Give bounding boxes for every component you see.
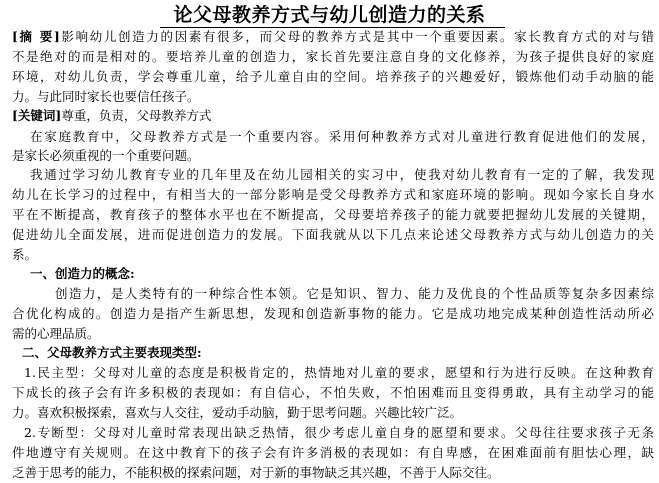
keywords-label: [关键词] <box>12 108 62 123</box>
keywords-text: 尊重，负责，父母教养方式 <box>61 108 212 123</box>
abstract-line-1 <box>12 27 654 47</box>
paragraph-line: 在家庭教育中，父母教养方式是一个重要内容。采用何种教养方式对儿童进行教育促进他们的发展， <box>30 129 654 144</box>
section1-line: 创造力，是人类特有的一种综合性本领。它是知识、智力、能力及优良的个性品质等复杂多因素综 <box>55 286 654 301</box>
paragraph-line: 系。 <box>12 247 38 262</box>
section-heading-1: 一、创造力的概念: <box>30 266 135 281</box>
section2-line: 下成长的孩子会有许多积极的表现如：有自信心，不怕失败，不怕困难而且变得勇敢，具有主动学习的能 <box>12 385 654 400</box>
paragraph-line: 是家长必须重视的一个重要问题。 <box>12 148 200 163</box>
abstract-line-4: 力。与此同时家长也要信任孩子。 <box>12 89 200 104</box>
paragraph-line: 平在不断提高，教育孩子的整体水平也在不断提高，父母要培养孩子的能力就要把握幼儿发展的关键期， <box>12 207 654 222</box>
section2-line: 乏善于思考的能力，不能积极的探索问题，对于新的事物缺乏其兴趣，不善于人际交往。 <box>12 465 500 480</box>
section2-line: 力。喜欢积极探索，喜欢与人交往，爱动手动脑，勤于思考问题。兴趣比较广泛。 <box>12 405 463 420</box>
abstract-label: [摘 要] <box>12 29 60 44</box>
abstract-text: 影响幼儿创造力的因素有很多，而父母的教养方式是其中一个重要因素。家长教育方式的对与错 <box>59 29 654 44</box>
section-heading-2: 二、父母教养方式主要表现类型: <box>22 345 202 360</box>
paragraph-line: 我通过学习幼儿教育专业的几年里及在幼儿园相关的实习中，使我对幼儿教育有一定的了解，我发现 <box>30 167 654 182</box>
section1-line: 合优化构成的。创造力是指产生新思想，发现和创造新事物的能力。它是成功地完成某种创造性活动所必 <box>12 306 654 321</box>
abstract-line-2: 不是绝对的而是相对的。要培养儿童的创造力，家长首先要注意自身的文化修养，为孩子提供良好的家庭 <box>12 49 654 64</box>
paragraph-line: 幼儿在长学习的过程中，有相当大的一部分影响是受父母教养方式和家庭环境的影响。现如今家长自身水 <box>12 187 654 202</box>
paragraph-line: 促进幼儿全面发展，进而促进创造力的发展。下面我就从以下几点来论述父母教养方式与幼儿创造力的关 <box>12 227 654 242</box>
section2-line: 2.专断型：父母对儿童时常表现出缺乏热情，很少考虑儿童自身的愿望和要求。父母往往要求孩子无条 <box>24 425 654 440</box>
section2-line: 1.民主型：父母对儿童的态度是积极肯定的，热情地对儿童的要求，愿望和行为进行反映。在这种教育 <box>24 365 654 380</box>
keywords-line <box>12 106 654 126</box>
section1-line: 需的心理品质。 <box>12 326 100 341</box>
abstract-line-3: 环境，对幼儿负责，学会尊重儿童，给予儿童自由的空间。培养孩子的兴趣爱好，锻炼他们动手动脑的能 <box>12 69 654 84</box>
section2-line: 件地遵守有关规则。在这中教育下的孩子会有许多消极的表现如：有自卑感，在困难面前有胆怯心理，缺 <box>12 445 654 460</box>
document-title: 论父母教养方式与幼儿创造力的关系 <box>173 4 486 26</box>
